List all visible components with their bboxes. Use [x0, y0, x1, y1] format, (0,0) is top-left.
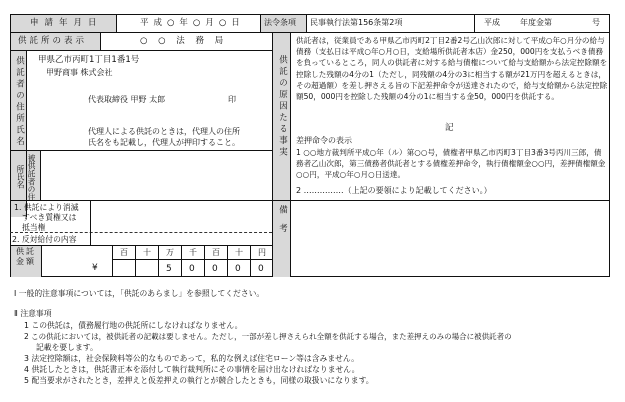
amount-unit: 円: [258, 248, 266, 257]
order-title: 差押命令の表示: [296, 136, 352, 145]
note-item: 記載を要します。: [36, 343, 98, 352]
note-item: 1 この供託は，債務履行地の供託所にしなければなりません。: [24, 321, 243, 330]
note-title: Ⅱ 注意事項: [14, 309, 52, 318]
amount-unit: 万: [166, 248, 174, 257]
amount-unit: 十: [143, 248, 151, 257]
amount-label: 供託金額: [16, 247, 36, 266]
extinct-row1-c: 抵当権: [22, 223, 46, 232]
order-item-1: 1 ○○地方裁判所平成○年（ル）第○○号，債権者甲県乙市丙町3丁目3番3号丙川三郎，債務者乙山次郎，第三債務者供託者とする債権差押命令，執行債権額金○○円，差押債権額金○○円，平成○年○月○日送達。: [296, 148, 606, 180]
amount-unit: 千: [189, 248, 197, 257]
note-item: 3 法定控除額は，社会保険料等公的なものであって，私的な例えば住宅ローン等は含みません。: [24, 354, 359, 363]
note-general: Ⅰ 一般的注意事項については，「供託のあらまし」を参照してください。: [14, 289, 265, 298]
amount-digit: 0: [235, 264, 241, 274]
extinct-row1-a: 1. 供託により消滅: [14, 203, 79, 212]
law-label: 法令条項: [264, 18, 296, 27]
reason-label: 供託の原因たる事実: [277, 55, 288, 159]
depositor-note-2: 氏名をも記載し，代理人が押印すること。: [88, 138, 240, 147]
extinct-row2: 2. 反対給付の内容: [12, 235, 77, 244]
case-era: 平成: [484, 18, 500, 27]
payee-label: 被供託者の住所氏名: [16, 153, 36, 201]
depositor-label: 供託者の住所氏名: [14, 56, 25, 148]
note-item: 4 供託したときは，供託書正本を添付して執行裁判所にその事情を届け出なければなりません。: [24, 365, 360, 374]
law-value: 民事執行法第156条第2項: [310, 18, 403, 27]
amount-unit: 百: [212, 248, 220, 257]
amount-unit: 十: [235, 248, 243, 257]
date-value: 平成○年○月○日: [140, 18, 245, 28]
date-label: 申請年月日: [30, 18, 103, 28]
amount-yen-mark: ¥: [92, 263, 98, 273]
office-value: ○ ○ 法 務 局: [140, 36, 228, 46]
reason-text: 供託者は，従業員である甲県乙市丙町2丁目2番2号乙山次郎に対して平成○年○月分の給与債務（支払日は平成○年○月○日，支給場所供託者本店）金250，000円を支払うべき債務を負っているところ，同人の供託者に対する給与債権について給与支給額から法定控除額を控除した残額の4分の1（ただし，同残額の4分の3に相当する額が21万円を超えるときは，その超過額）を差し押さえる旨の下記差押命令が送達されたので，給与支給額から法定控除額50，000円を控除した残額の4分の1に相当する金50，000円を供託する。: [296, 36, 608, 102]
amount-digit: 0: [189, 264, 195, 274]
order-item-2: 2 ……………（上記の要領により記載してください。）: [296, 186, 492, 195]
amount-digit: 5: [166, 264, 172, 274]
note-item: 5 配当要求がされたとき，差押えと仮差押えの執行とが競合したときも，同様の取扱いになります。: [24, 376, 374, 385]
depositor-rep: 代表取締役 甲野 太郎: [88, 95, 166, 104]
amount-digit: 0: [212, 264, 218, 274]
case-label: 年度金第: [520, 18, 552, 27]
office-label: 供託所の表示: [18, 36, 88, 46]
depositor-note-1: 代理人による供託のときは，代理人の住所: [88, 127, 240, 136]
amount-unit: 百: [120, 248, 128, 257]
depositor-company: 甲野商事 株式会社: [46, 68, 113, 77]
depositor-seal: 印: [228, 95, 236, 104]
amount-digit: 0: [258, 264, 264, 274]
case-suffix: 号: [592, 18, 600, 27]
reason-ki: 記: [445, 123, 454, 133]
note-item: 2 この供託においては，被供託者の記載は要しません。ただし，一部が差し押さえられ全額を供託する場合，また差押えのみの場合に被供託者の: [24, 332, 512, 341]
extinct-row1-b: すべき質権又は: [22, 213, 77, 222]
remarks-label: 備考: [277, 205, 288, 242]
depositor-address: 甲県乙市丙町1丁目1番1号: [38, 55, 140, 65]
